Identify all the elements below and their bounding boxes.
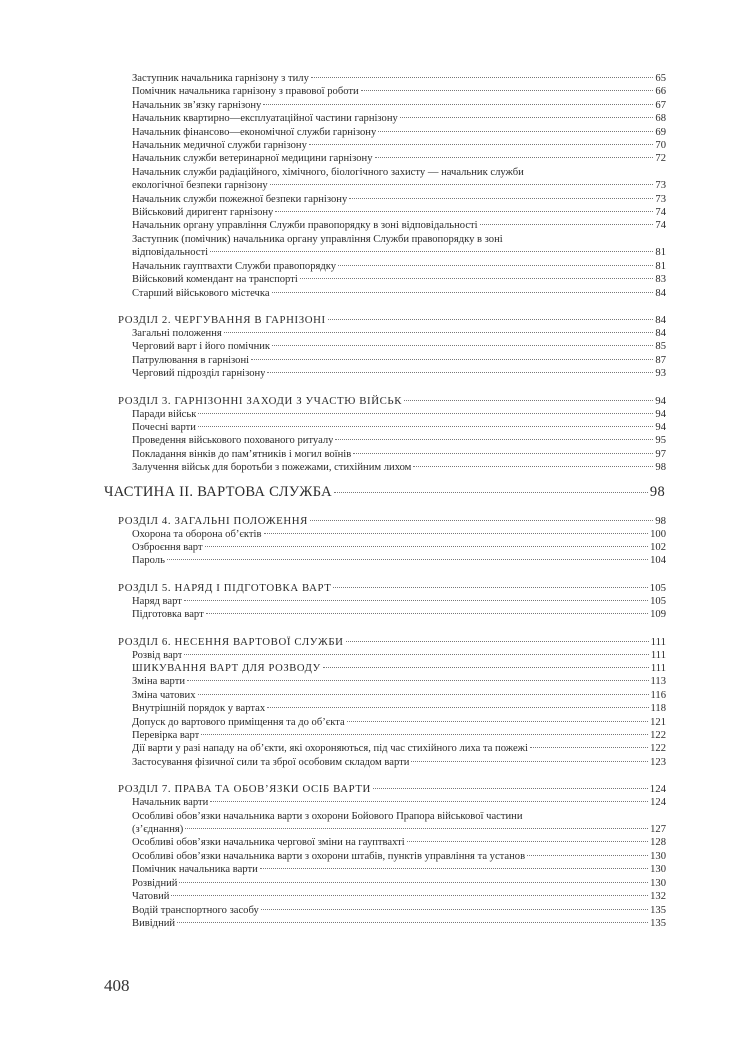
dot-leader <box>530 747 648 748</box>
toc-entry <box>132 112 666 125</box>
toc-entry <box>132 702 666 715</box>
toc-part-heading <box>104 483 665 501</box>
toc-entry <box>132 904 666 917</box>
dot-leader <box>310 520 653 521</box>
toc-entry <box>132 246 666 259</box>
dot-leader <box>206 613 648 614</box>
toc-page-number: 135 <box>650 917 666 929</box>
toc-page-number: 122 <box>650 730 666 742</box>
toc-page-number: 73 <box>655 180 666 192</box>
dot-leader <box>184 654 648 655</box>
toc-page-number: 68 <box>655 113 666 125</box>
toc-page-number: 98 <box>655 462 666 474</box>
toc-entry-title: Патрулювання в гарнізоні <box>132 354 250 366</box>
toc-entry <box>132 367 666 380</box>
toc-entry <box>132 729 666 742</box>
toc-page-number: 122 <box>650 743 666 755</box>
toc-page-number: 73 <box>655 193 666 205</box>
toc-entry <box>132 608 666 621</box>
toc-page-number: 93 <box>655 368 666 380</box>
dot-leader <box>407 841 648 842</box>
dot-leader <box>201 734 648 735</box>
dot-leader <box>198 413 653 414</box>
toc-entry-title: Начальник служби пожежної безпеки гарнізону <box>132 193 348 205</box>
dot-leader <box>198 426 653 427</box>
toc-page-number: 84 <box>655 313 666 326</box>
page-number: 408 <box>104 976 130 995</box>
toc-section-heading <box>118 313 666 327</box>
toc-entry-title: Підготовка варт <box>132 609 204 621</box>
dot-leader <box>375 157 654 158</box>
toc-entry <box>132 408 666 421</box>
toc-entry <box>132 287 666 300</box>
toc-entry-title: Військовий комендант на транспорті <box>132 274 298 286</box>
toc-entry <box>132 354 666 367</box>
toc-entry <box>132 541 666 554</box>
toc-entry-title: Паради військ <box>132 408 197 420</box>
toc-page-number: 84 <box>655 327 666 339</box>
dot-leader <box>261 909 648 910</box>
toc-entry-title: (з’єднання) <box>132 824 184 836</box>
toc-page-number: 81 <box>655 260 666 272</box>
dot-leader <box>335 439 653 440</box>
toc-entry <box>132 421 666 434</box>
dot-leader <box>267 707 648 708</box>
dot-leader <box>272 345 653 346</box>
toc-entry-title: Почесні варти <box>132 421 196 433</box>
toc-entry <box>132 796 666 809</box>
toc-entry-title: Начальник квартирно—експлуатаційної частини гарнізону <box>132 113 398 125</box>
toc-page-number: 98 <box>655 514 666 527</box>
toc-entry-title: Водій транспортного засобу <box>132 904 259 916</box>
dot-leader <box>347 721 648 722</box>
toc-entry-title: Військовий диригент гарнізону <box>132 207 274 219</box>
dot-leader <box>353 453 653 454</box>
toc-page-number: 70 <box>655 140 666 152</box>
toc-page-number: 105 <box>650 595 666 607</box>
dot-leader <box>251 359 653 360</box>
toc-page-number: 95 <box>655 435 666 447</box>
toc-entry-title: Розвід варт <box>132 649 183 661</box>
dot-leader <box>272 292 654 293</box>
toc-entry-title: Перевірка варт <box>132 730 200 742</box>
toc-entry <box>132 126 666 139</box>
toc-entry-title: РОЗДІЛ 6. НЕСЕННЯ ВАРТОВОЇ СЛУЖБИ <box>118 635 344 648</box>
toc-section-heading <box>118 581 666 595</box>
toc-entry-title: Заступник начальника гарнізону з тилу <box>132 73 309 84</box>
toc-entry-title: відповідальності <box>132 247 209 259</box>
toc-entry <box>132 260 666 273</box>
toc-entry-title: РОЗДІЛ 7. ПРАВА ТА ОБОВ’ЯЗКИ ОСІБ ВАРТИ <box>118 783 371 796</box>
toc-page-number: 84 <box>655 287 666 299</box>
dot-leader <box>334 492 648 493</box>
toc-entry-title: Залучення військ для боротьби з пожежами, стихійним лихом <box>132 462 412 474</box>
toc-page-number: 105 <box>649 581 666 594</box>
toc-entry-title: Проведення військового похованого ритуалу <box>132 435 334 447</box>
dot-leader <box>267 372 653 373</box>
toc-page-number: 97 <box>655 448 666 460</box>
toc-entry-title: Черговий варт і його помічник <box>132 341 271 353</box>
toc-entry-title: Начальник фінансово—економічної служби гарнізону <box>132 126 377 138</box>
dot-leader <box>378 131 653 132</box>
toc-page-number: 83 <box>655 274 666 286</box>
toc-entry-first-line: Заступник (помічник) начальника органу управління Служби правопорядку в зоні <box>132 233 503 245</box>
dot-leader <box>198 694 649 695</box>
dot-leader <box>373 788 648 789</box>
toc-page-number: 69 <box>655 126 666 138</box>
toc-entry <box>132 823 666 836</box>
toc-entry <box>132 554 666 567</box>
dot-leader <box>275 211 653 212</box>
dot-leader <box>338 265 653 266</box>
toc-page-number: 94 <box>655 408 666 420</box>
toc-page-number: 100 <box>650 528 666 540</box>
dot-leader <box>187 680 649 681</box>
toc-entry <box>132 836 666 849</box>
toc-section-heading <box>118 514 666 528</box>
toc-page-number: 135 <box>650 904 666 916</box>
dot-leader <box>323 667 649 668</box>
dot-leader <box>333 587 647 588</box>
toc-page-number: 66 <box>655 86 666 98</box>
toc-page-number: 109 <box>650 609 666 621</box>
dot-leader <box>346 641 649 642</box>
toc-page-number: 111 <box>650 635 666 648</box>
toc-entry-title: Зміна чатових <box>132 689 196 701</box>
toc-entry-title: Застосування фізичної сили та зброї особовим складом варти <box>132 756 410 768</box>
dot-leader <box>411 761 648 762</box>
toc-entry <box>132 756 666 769</box>
toc-entry-title: Особливі обов’язки начальника варти з охорони штабів, пунктів управління та установ <box>132 850 526 862</box>
dot-leader <box>404 400 653 401</box>
toc-page-number: 81 <box>655 247 666 259</box>
toc-entry-title: Помічник начальника варти <box>132 864 258 876</box>
toc-entry <box>132 273 666 286</box>
toc-entry <box>132 917 666 930</box>
dot-leader <box>177 922 648 923</box>
toc-page-number: 130 <box>650 877 666 889</box>
toc-page-number: 127 <box>650 824 666 836</box>
toc-entry-title: Черговий підрозділ гарнізону <box>132 368 266 380</box>
toc-page-number: 98 <box>649 483 665 500</box>
toc-entry-title: ШИКУВАННЯ ВАРТ ДЛЯ РОЗВОДУ <box>132 663 321 674</box>
toc-entry-title: Допуск до вартового приміщення та до об’єкта <box>132 716 345 728</box>
dot-leader <box>311 77 654 78</box>
toc-entry <box>132 742 666 755</box>
toc-entry-title: Старший військового містечка <box>132 287 270 299</box>
toc-entry <box>132 689 666 702</box>
toc-page-number: 124 <box>649 783 666 796</box>
toc-entry <box>132 72 666 85</box>
toc-entry-title: Дії варти у разі нападу на об’єкти, які охороняються, під час стихійного лиха та пожежі <box>132 743 528 755</box>
toc-entry-title: РОЗДІЛ 5. НАРЯД І ПІДГОТОВКА ВАРТ <box>118 581 332 594</box>
toc-page-number: 104 <box>650 555 666 567</box>
toc-entry-title: Загальні положення <box>132 327 222 339</box>
toc-page-number: 130 <box>650 864 666 876</box>
toc-entry <box>132 206 666 219</box>
toc-entry-title: Зміна варти <box>132 676 185 688</box>
dot-leader <box>361 90 654 91</box>
toc-page-number: 130 <box>650 850 666 862</box>
toc-entry <box>132 850 666 863</box>
toc-entry <box>132 99 666 112</box>
toc-entry-title: РОЗДІЛ 4. ЗАГАЛЬНІ ПОЛОЖЕННЯ <box>118 514 308 527</box>
toc-entry <box>132 595 666 608</box>
dot-leader <box>400 117 654 118</box>
toc-entry-title: Розвідний <box>132 877 178 889</box>
toc-page-number: 111 <box>650 663 666 674</box>
toc-entry <box>132 461 666 474</box>
toc-entry <box>132 139 666 152</box>
dot-leader <box>167 559 648 560</box>
toc-entry <box>132 448 666 461</box>
dot-leader <box>210 251 653 252</box>
toc-page-number: 124 <box>650 797 666 809</box>
toc-entry <box>132 877 666 890</box>
toc-entry-title: Чатовий <box>132 891 170 903</box>
toc-entry-title: Особливі обов’язки начальника чергової зміни на гауптвахті <box>132 837 405 849</box>
toc-section-heading <box>118 394 666 408</box>
dot-leader <box>210 801 648 802</box>
toc-page-number: 72 <box>655 153 666 165</box>
toc-page-number: 123 <box>650 756 666 768</box>
dot-leader <box>300 278 654 279</box>
toc-entry-title: Наряд варт <box>132 595 182 607</box>
toc-entry-title: Покладання вінків до пам’ятників і могил воїнів <box>132 448 352 460</box>
dot-leader <box>171 895 648 896</box>
toc-entry <box>132 327 666 340</box>
toc-page-number: 118 <box>650 703 666 715</box>
toc-entry-title: Охорона та оборона об’єктів <box>132 528 262 540</box>
toc-entry <box>132 434 666 447</box>
dot-leader <box>349 198 653 199</box>
toc-entry-title: Начальник органу управління Служби правопорядку в зоні відповідальності <box>132 220 478 232</box>
toc-entry-title: РОЗДІЛ 2. ЧЕРГУВАННЯ В ГАРНІЗОНІ <box>118 313 326 326</box>
toc-page-number: 87 <box>655 354 666 366</box>
toc-entry-title: Начальник служби ветеринарної медицини гарнізону <box>132 153 373 165</box>
toc-entry <box>132 662 666 675</box>
toc-entry <box>132 649 666 662</box>
toc-entry-first-line: Начальник служби радіаційного, хімічного, біологічного захисту — начальник служби <box>132 166 524 178</box>
toc-page-number: 94 <box>655 421 666 433</box>
dot-leader <box>224 332 654 333</box>
toc-entry-title: Начальник варти <box>132 797 209 809</box>
toc-entry <box>132 340 666 353</box>
toc-page-number: 74 <box>655 207 666 219</box>
toc-entry-title: Помічник начальника гарнізону з правової роботи <box>132 86 359 98</box>
toc-entry-title: Начальник медичної служби гарнізону <box>132 140 307 152</box>
toc-entry <box>132 716 666 729</box>
toc-entry-title: ЧАСТИНА ІІ. ВАРТОВА СЛУЖБА <box>104 483 332 500</box>
dot-leader <box>309 144 654 145</box>
toc-page-number: 121 <box>650 716 666 728</box>
toc-page-number: 128 <box>650 837 666 849</box>
toc-entry <box>132 528 666 541</box>
toc-entry-title: Вивідний <box>132 917 176 929</box>
toc-entry-title: Начальник зв’язку гарнізону <box>132 99 262 111</box>
toc-entry <box>132 863 666 876</box>
dot-leader <box>527 855 648 856</box>
dot-leader <box>184 600 648 601</box>
toc-entry-first-line: Особливі обов’язки начальника варти з охорони Бойового Прапора військової частини <box>132 810 523 822</box>
toc-entry <box>132 675 666 688</box>
dot-leader <box>328 319 653 320</box>
dot-leader <box>480 224 654 225</box>
toc-page-number: 113 <box>650 676 666 688</box>
toc-page-number: 116 <box>650 689 666 701</box>
toc-page-number: 65 <box>655 73 666 84</box>
toc-section-heading <box>118 782 666 796</box>
dot-leader <box>263 104 653 105</box>
toc-entry <box>132 890 666 903</box>
toc-page-number: 67 <box>655 99 666 111</box>
toc-page-number: 85 <box>655 341 666 353</box>
toc-entry <box>132 219 666 232</box>
dot-leader <box>185 828 648 829</box>
toc-page-number: 111 <box>650 649 666 661</box>
toc-page-number: 102 <box>650 541 666 553</box>
dot-leader <box>205 546 649 547</box>
toc-section-heading <box>118 635 666 649</box>
toc-entry-title: Начальник гауптвахти Служби правопорядку <box>132 260 337 272</box>
dot-leader <box>179 882 648 883</box>
toc-entry-title: Внутрішній порядок у вартах <box>132 703 266 715</box>
toc-page-number: 132 <box>650 891 666 903</box>
dot-leader <box>270 184 654 185</box>
toc-entry <box>132 152 666 165</box>
toc-entry <box>132 179 666 192</box>
toc-entry-title: Пароль <box>132 555 165 567</box>
toc-entry-title: екологічної безпеки гарнізону <box>132 180 268 192</box>
dot-leader <box>260 868 648 869</box>
toc-page-number: 94 <box>655 394 666 407</box>
toc-entry-title: РОЗДІЛ 3. ГАРНІЗОННІ ЗАХОДИ З УЧАСТЮ ВІЙСЬК <box>118 394 403 407</box>
toc-entry-title: Озброєння варт <box>132 541 203 553</box>
dot-leader <box>264 533 649 534</box>
table-of-contents <box>0 72 750 930</box>
toc-page-number: 74 <box>655 220 666 232</box>
dot-leader <box>413 466 653 467</box>
toc-entry <box>132 85 666 98</box>
toc-entry <box>132 193 666 206</box>
